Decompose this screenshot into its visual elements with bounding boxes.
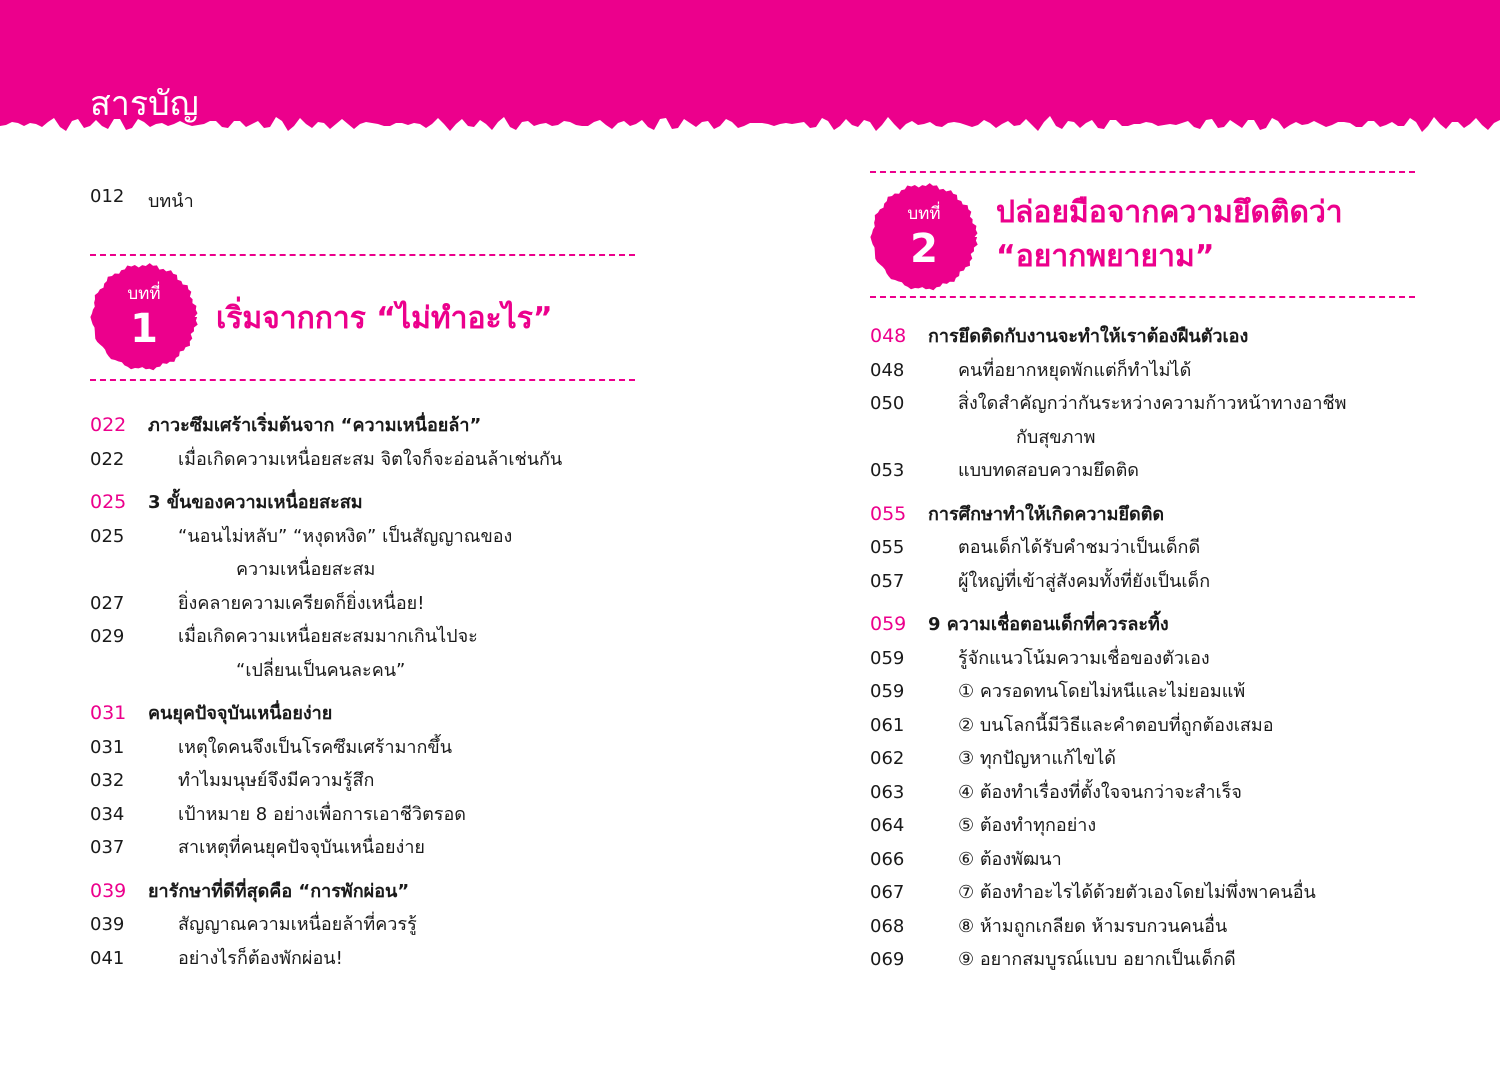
entry-title: รู้จักแนวโน้มความเชื่อของตัวเอง: [958, 647, 1210, 669]
section-heading[interactable]: [90, 697, 635, 731]
page-number: 053: [870, 460, 905, 481]
page-number: 022: [90, 414, 127, 436]
chapter-title: เริ่มจากการ “ไม่ทำอะไร”: [216, 301, 553, 336]
chapter-label: บทที่: [907, 204, 941, 224]
entry-title: เมื่อเกิดความเหนื่อยสะสม จิตใจก็จะอ่อนล้าเช่นกัน: [178, 448, 563, 470]
page-number: 022: [90, 448, 125, 470]
toc-entry[interactable]: [870, 531, 1415, 565]
page-number: 031: [90, 702, 127, 724]
section-title: คนยุคปัจจุบันเหนื่อยง่าย: [148, 703, 333, 724]
toc-entry[interactable]: [90, 831, 635, 865]
page-number: 032: [90, 770, 125, 791]
toc-entry-continuation[interactable]: [90, 553, 635, 587]
section-heading[interactable]: [90, 875, 635, 909]
page-number: 062: [870, 748, 905, 769]
page-number: 055: [870, 502, 907, 525]
page-number: 059: [870, 613, 907, 635]
entry-title: ⑨ อยากสมบูรณ์แบบ อยากเป็นเด็กดี: [958, 949, 1236, 970]
toc-entry[interactable]: [870, 675, 1415, 709]
toc-entry[interactable]: [870, 565, 1415, 599]
toc-section: [870, 498, 1415, 599]
chapter-title-line-1: ปล่อยมือจากความยึดติดว่า: [996, 195, 1343, 230]
page-number: 061: [870, 714, 905, 736]
page-number: 059: [870, 681, 905, 702]
page-number: 063: [870, 781, 905, 803]
entry-title: ⑤ ต้องทำทุกอย่าง: [958, 815, 1097, 836]
toc-entry[interactable]: [90, 443, 635, 477]
toc-section: [90, 875, 635, 976]
page-number: 048: [870, 325, 907, 347]
page-number: 059: [870, 647, 905, 669]
toc-list-chapter-1: [90, 409, 635, 985]
entry-title: บทนำ: [148, 191, 194, 212]
toc-entry[interactable]: [90, 798, 635, 832]
section-heading[interactable]: [90, 486, 635, 520]
entry-title: ④ ต้องทำเรื่องที่ตั้งใจจนกว่าจะสำเร็จ: [958, 781, 1242, 803]
toc-entry[interactable]: [90, 942, 635, 976]
entry-title: ⑥ ต้องพัฒนา: [958, 848, 1062, 870]
toc-entry[interactable]: [870, 943, 1415, 977]
page-number: 029: [90, 626, 125, 647]
page-number: 039: [90, 914, 125, 935]
chapter-badge: [90, 263, 198, 371]
divider: [870, 296, 1415, 298]
section-title: 9 ความเชื่อตอนเด็กที่ควรละทิ้ง: [928, 614, 1169, 635]
divider: [90, 254, 635, 256]
entry-title: แบบทดสอบความยึดติด: [958, 460, 1139, 481]
toc-entry[interactable]: [90, 764, 635, 798]
entry-title: เหตุใดคนจึงเป็นโรคซึมเศร้ามากขึ้น: [178, 736, 453, 758]
page-number: 048: [870, 359, 905, 381]
toc-entry[interactable]: [870, 843, 1415, 877]
entry-title: ผู้ใหญ่ที่เข้าสู่สังคมทั้งที่ยังเป็นเด็ก: [958, 570, 1211, 592]
entry-title: “นอนไม่หลับ” “หงุดหงิด” เป็นสัญญาณของ: [178, 525, 513, 547]
section-title: ยารักษาที่ดีที่สุดคือ “การพักผ่อน”: [148, 880, 410, 902]
toc-entry[interactable]: [870, 642, 1415, 676]
entry-title: ③ ทุกปัญหาแก้ไขได้: [958, 748, 1116, 769]
banner-shape: [0, 0, 1500, 150]
section-heading[interactable]: [90, 409, 635, 443]
toc-entry[interactable]: [870, 776, 1415, 810]
toc-list-chapter-2: [870, 320, 1415, 987]
toc-entry[interactable]: [870, 709, 1415, 743]
section-title: 3 ขั้นของความเหนื่อยสะสม: [148, 492, 363, 513]
toc-entry[interactable]: [90, 520, 635, 554]
toc-section: [870, 320, 1415, 488]
entry-title: สิ่งใดสำคัญกว่ากันระหว่างความก้าวหน้าทางอาชีพ: [958, 393, 1347, 414]
page-number: 037: [90, 837, 125, 858]
page-number: 069: [870, 949, 905, 970]
toc-entry[interactable]: [90, 587, 635, 621]
page-number: 025: [90, 525, 125, 547]
entry-title: ทำไมมนุษย์จึงมีความรู้สึก: [178, 770, 375, 791]
intro-entry[interactable]: [90, 186, 194, 214]
section-heading[interactable]: [870, 320, 1415, 354]
toc-section: [90, 486, 635, 687]
entry-title: คนที่อยากหยุดพักแต่ก็ทำไม่ได้: [958, 359, 1192, 381]
entry-title: สัญญาณความเหนื่อยล้าที่ควรรู้: [178, 914, 417, 935]
page-number-spacer: [870, 421, 928, 455]
page-number: 064: [870, 815, 905, 836]
page-number-spacer: [90, 654, 148, 688]
chapter-badge: [870, 183, 978, 291]
section-heading[interactable]: [870, 608, 1415, 642]
page-number: 012: [90, 186, 125, 207]
entry-title: อย่างไรก็ต้องพักผ่อน!: [178, 947, 343, 969]
page-number: 050: [870, 393, 905, 414]
toc-entry[interactable]: [870, 809, 1415, 843]
toc-entry[interactable]: [90, 908, 635, 942]
page-number: 057: [870, 570, 905, 592]
section-title: การศึกษาทำให้เกิดความยึดติด: [928, 503, 1165, 525]
entry-title: ② บนโลกนี้มีวิธีและคำตอบที่ถูกต้องเสมอ: [958, 714, 1274, 736]
toc-entry[interactable]: [870, 742, 1415, 776]
toc-section: [90, 409, 635, 476]
entry-title: ① ควรอดทนโดยไม่หนีและไม่ยอมแพ้: [958, 681, 1246, 702]
page-number: 041: [90, 947, 125, 969]
entry-title: ยิ่งคลายความเครียดก็ยิ่งเหนื่อย!: [178, 592, 425, 614]
chapter-number: 1: [130, 306, 158, 352]
toc-entry[interactable]: [870, 387, 1415, 421]
chapter-label: บทที่: [127, 284, 161, 304]
page-number: 067: [870, 882, 905, 903]
section-heading[interactable]: [870, 498, 1415, 532]
page-number: 039: [90, 879, 127, 902]
entry-title: “เปลี่ยนเป็นคนละคน”: [236, 659, 406, 681]
entry-title: กับสุขภาพ: [1016, 426, 1096, 448]
page-number: 025: [90, 491, 127, 513]
toc-section: [90, 697, 635, 865]
toc-entry[interactable]: [870, 454, 1415, 488]
toc-entry-continuation[interactable]: [870, 421, 1415, 455]
entry-title: ⑧ ห้ามถูกเกลียด ห้ามรบกวนคนอื่น: [958, 915, 1228, 937]
page-number-spacer: [90, 553, 148, 587]
page-number: 034: [90, 803, 125, 825]
toc-entry[interactable]: [90, 620, 635, 654]
toc-entry[interactable]: [870, 876, 1415, 910]
divider: [870, 171, 1415, 173]
toc-entry[interactable]: [90, 731, 635, 765]
entry-title: ความเหนื่อยสะสม: [236, 559, 376, 580]
toc-section: [870, 608, 1415, 977]
page-number: 055: [870, 537, 905, 558]
toc-entry-continuation[interactable]: [90, 654, 635, 688]
entry-title: สาเหตุที่คนยุคปัจจุบันเหนื่อยง่าย: [178, 837, 425, 858]
page-number: 066: [870, 848, 905, 870]
section-title: การยึดติดกับงานจะทำให้เราต้องฝืนตัวเอง: [928, 326, 1249, 347]
entry-title: เมื่อเกิดความเหนื่อยสะสมมากเกินไปจะ: [178, 626, 478, 647]
header-banner: [0, 0, 1500, 150]
entry-title: ตอนเด็กได้รับคำชมว่าเป็นเด็กดี: [958, 537, 1201, 558]
entry-title: ⑦ ต้องทำอะไรได้ด้วยตัวเองโดยไม่พึ่งพาคนอื่น: [958, 882, 1316, 903]
page-number: 027: [90, 592, 125, 614]
page-title: สารบัญ: [90, 84, 199, 124]
page-number: 031: [90, 736, 125, 758]
toc-entry[interactable]: [870, 910, 1415, 944]
chapter-number: 2: [910, 226, 938, 272]
chapter-title-line-2: “อยากพยายาม”: [996, 239, 1215, 274]
divider: [90, 379, 635, 381]
toc-entry[interactable]: [870, 354, 1415, 388]
page-number: 068: [870, 915, 905, 937]
entry-title: เป้าหมาย 8 อย่างเพื่อการเอาชีวิตรอด: [178, 803, 466, 825]
section-title: ภาวะซึมเศร้าเริ่มต้นจาก “ความเหนื่อยล้า”: [148, 415, 482, 436]
